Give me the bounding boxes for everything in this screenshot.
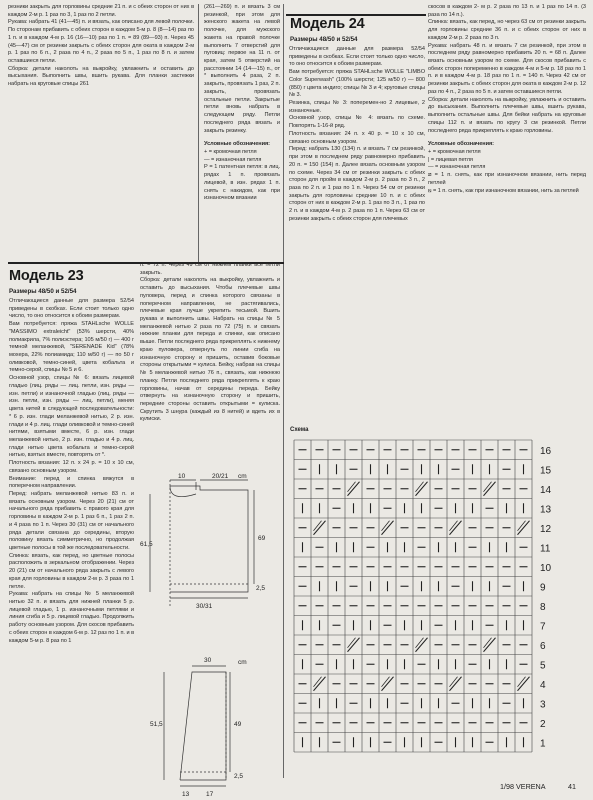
row-number: 9 — [540, 582, 546, 594]
row-number: 4 — [540, 679, 546, 691]
symbol-slip-line — [416, 638, 424, 648]
symbol-slip-line — [314, 521, 322, 531]
materials: Вам потребуется: пряжа STAHLsche WOLLE "MASSIMO extraleicht" (53% шерсти, 40% полиакрила, 7% полиэстера; 105 м/50 г) — 400 г темной меланжевой, "SERENADE Kid" (78% мохера, 22% полиамида; 110 м/50 г) — по 50 г оливковой, темно-синей, цвета кобальта и темно-серой, спицы № 5 и 6. — [9, 321, 134, 374]
column-1 — [8, 4, 194, 89]
dim-label: 30/31 — [196, 603, 213, 610]
symbol-slip-line — [348, 482, 356, 492]
column-2-top — [204, 4, 280, 203]
symbol-slip-line — [450, 677, 458, 687]
density: Плотность вязания: 12 п. х 24 р. = 10 х 10 см, связано основным узором. — [9, 460, 134, 474]
dim-label: 61,5 — [140, 541, 153, 548]
back: Спинка: вязать, как перед, но цветные полосы расположить в зеркальном отображении. Через 20 (21) см от начального ряда закрыть с левого края для горловины в каждом 2-м р. 3 раза по 1 петле. — [9, 552, 134, 590]
sleeves: Рукава: набрать на спицы № 5 меланжевой нитью 32 п. и вязать для нижней планки 5 р. лицевой гладью, 1 р. изнаночными петлями и линия сгиба и 5 р. лицевой гладью. Продолжить работу основным узором. Для скосов прибавить с обеих сторон в каждом 6-м р. 12 раз по 1 п. и в каждом 5-м р. 8 раз по 1 — [9, 591, 134, 644]
row-number: 8 — [540, 601, 546, 613]
row-number: 12 — [540, 523, 552, 535]
intro: Отличающиеся данные для размера 52/54 приведены в скобках. Если стоит только одно число, то оно относится к обоим размерам. — [289, 46, 425, 68]
symbol-slip-line — [484, 482, 492, 492]
sleeve-diagram — [150, 657, 290, 798]
materials: Вам потребуется: пряжа STAHLsche WOLLE "LIMBO Color Superwash" (100% шерсти; 125 м/50 г) — 800 (850) г цвета индиго; спицы № 3 и 4; круговые спицы № 3. — [289, 69, 425, 99]
outline — [180, 672, 226, 780]
paragraph: (261—269) п. и вязать 3 см резинкой, при этом для женского жакета на левой полочке, для мужского жакета на правой полочке выполнить 7 отверстий для пуговиц: первое на 11 п. от края, затем 5 отверстий на расстоянии 14 (14—15) п., от * выполнить 4 раза, 2 п. закрыть, провязать 1 раз, 2 п. закрыть, провязать остальные петли. Закрытые петли вновь набрать в следующем ряду. Петли последнего ряда вязать и закрыть резинку. — [204, 4, 280, 134]
attention: Внимание: перед и спинка вяжутся в поперечном направлении. — [9, 475, 134, 490]
paragraph: Сборка: детали наколоть на выкройку, увлажнить и оставить до высыхания. Чтобы плечевые швы пуловера, перед и спинка которого связаны в поперечном направлении, не растягивались, плечевые края лучше укрепить тесьмой. Вшить рукава и выполнить швы. Набрать на спицы № 5 меланжевой нитью 2 раза по 72 (75) п. и связать нижние планки для переда и спинки, как описано выше. Петли последнего ряда прикреплять к нижнему краю пуловера, отвернуть по линии сгиба на изнаночную сторону и пришить, оставив боковые стороны открытыми = кулиса. Бейку, набрав на спицы № 5 меланжевой нитью 76 п., связать, как нижнюю планку. Петли последнего ряда прикреплять к краю горловины, начав от середины переда. Бейку отвернуть на изнаночную сторону и пришить, передние стороны оставить открытыми = кулиска. Скрутить 3 шнура (каждый из 8 нитей) и вдеть их в кулиски. — [140, 277, 280, 423]
pattern: Основной узор, спицы № 4: вязать по схеме. Повторять 1-16-й ряд. — [289, 115, 425, 130]
dim-label: 17 — [206, 791, 214, 798]
legend-line: + = кромочная петля — [428, 148, 481, 155]
symbol-slip-line — [348, 638, 356, 648]
paragraph: Рукава: набрать 41 (41—45) п. и вязать, как описано для левой полочки. По сторонам прибавить с обеих сторон в каждом 5-м р. 8 (8—14) раз по 1 п. и в каждом 4-м р. 16 (16—10) раз по 1 п. = 89 (89—93) п. Через 45 (45—47) см от резинки закрыть с обеих сторон для оката в каждом 2-м р. 1 раз по 6 п., 2 раза по 4 п., 2 раза по 5 п., 1 раз по 8 п. и затем оставшиеся петли. — [8, 19, 194, 65]
front: Перед: набрать меланжевой нитью 83 п. и вязать основным узором. Через 20 (21) см от начального ряда прибавить с правого края для горловины в каждом 2-м р. 1 раз 6 п., 1 раз 2 п. и 4 раза по 1 п. Через 30 (31) см от начального ряда детали связана до середины, вторую половину вязать симметрично, но продолжая цветные полосы в той же последовательности. — [9, 490, 134, 551]
dim-label: 51,5 — [150, 721, 163, 728]
legend-line: — = изнаночная петля — [204, 156, 262, 163]
dim-label: 69 — [258, 535, 266, 542]
dim-label: 30 — [204, 657, 212, 664]
dim-label: 20/21 — [212, 473, 229, 480]
paragraph: п. = 72 п. Через 49 см от нижней планки все петли закрыть. — [140, 262, 280, 276]
density: Плотность вязания: 24 п. х 40 р. = 10 х 10 см, связано основным узором. — [289, 130, 425, 145]
column-divider — [198, 4, 199, 262]
dim-label: 10 — [178, 473, 186, 480]
scheme-title: Схема — [290, 427, 309, 433]
symbol-slip-line — [314, 677, 322, 687]
legend-line: ⧄ = 1 п. снять, как при изнаночном вязании, нить перед петлей — [428, 172, 586, 186]
row-number: 13 — [540, 504, 552, 516]
footer-magazine: 1/98 VERENA — [500, 782, 546, 791]
symbol-slip-line — [382, 677, 390, 687]
knitting-scheme — [290, 434, 590, 764]
model-23-sizes: Размеры 48/50 и 52/54 — [9, 288, 77, 295]
row-number: 11 — [540, 543, 551, 555]
dim-label: 49 — [234, 721, 242, 728]
row-number: 16 — [540, 445, 552, 457]
row-number: 10 — [540, 562, 552, 574]
dim-label: cm — [238, 473, 247, 480]
row-number: 3 — [540, 699, 546, 711]
dim-label: 2,5 — [234, 773, 244, 780]
symbol-slip-line — [416, 482, 424, 492]
dim-label: cm — [238, 659, 247, 666]
model-24-title: Модель 24 — [290, 16, 365, 32]
symbol-slip-line — [518, 677, 526, 687]
row-number: 14 — [540, 484, 552, 496]
paragraph: Рукава: набрать 48 п. и вязать 7 см резинкой, при этом в последнем ряду равномерно прибавить 20 п. = 68 п. Далее вязать основным узором по схеме. Для скосов прибавить с обеих сторон попеременно в каждом 4-м и 5-м р. 18 раз по 1 п. и в каждом 4-м р. 18 раз по 1 п. = 140 п. Через 42 см от резинки закрыть с обеих сторон для оката в каждом 2-м р. 12 раз по 4 п., 2 раза по 5 п. и затем оставшиеся петли. — [428, 42, 586, 95]
legend-line: Р = 1 патентная петля: в лиц. рядах 1 п. провязать лицевой, в изн. рядах 1 п. снять с накидом, как при изнаночном вязании — [204, 164, 280, 202]
paragraph: скосов в каждом 2- м р. 2 раза по 13 п. и 1 раз по 14 п. (3 раза по 14 п.). — [428, 4, 586, 18]
symbol-slip-line — [450, 521, 458, 531]
paragraph: Спинка: вязать, как перед, но через 63 см от резинки закрыть для горловины средние 36 п. и с обеих сторон от них в каждом 2-м р. 2 раза по 3 п. — [428, 19, 586, 41]
paragraph: Сборка: детали наколоть на выкройку, увлажнить и оставить до высыхания. Выполнить плечевые швы, вшить рукава, выполнить остальные швы. Для бейки набрать на круговые спицы 112 п. и вязать по кругу 3 см резинкой. Петли последнего ряда прикреплять к краю горловины. — [428, 96, 586, 134]
dim-label: 13 — [182, 791, 190, 798]
rib: Резинка, спицы № 3: поперемен-но 2 лицевые, 2 изнаночные. — [289, 100, 425, 114]
column-2-mid — [140, 262, 280, 424]
footer-page: 41 — [568, 782, 576, 791]
legend-line: ⧅ = 1 п. снять, как при изнаночном вязании, нить за петлей — [428, 187, 579, 194]
front-back-diagram — [140, 473, 280, 613]
column-4 — [428, 4, 586, 195]
row-number: 6 — [540, 640, 546, 652]
row-number: 15 — [540, 465, 552, 477]
legend-line: + = кромочная петля — [204, 148, 257, 155]
model-24-sizes: Размеры 48/50 и 52/54 — [290, 36, 358, 43]
legend-line: — = изнаночная петля — [428, 164, 486, 171]
symbol-slip-line — [484, 638, 492, 648]
model-24-text — [289, 46, 425, 224]
dim-label: 2,5 — [256, 585, 266, 592]
symbol-slip-line — [382, 521, 390, 531]
pattern: Основной узор, спицы № 6: вязать лицевой гладью (лиц. ряды — лиц. петли, изн. ряды — изн. петли) и изнаночной гладью (лиц. ряды — изн. петли, изн. ряды — лиц. петли), меняя цвета нитей в следующей последовательности: * 6 р. изн. глади меланжевой нитью, 2 р. изн. глади и 4 р. лиц. глади оливковой и темно-синей нитями, взятыми вместе, 6 р. изн. глади меланжевой нитью, 2 р. изн. гладью и 4 р. лиц. глади нитью цвета кобальта и темно-серой нитью, взятых вместе, повторять от *. — [9, 375, 134, 459]
neck-curve — [170, 486, 196, 497]
legend-title: Условные обозначения: — [428, 141, 494, 148]
paragraph: резники закрыть для горловины средние 21 п. и с обеих сторон от них в каждом 2-м р. 1 раз по 3, 1 раз по 2 петли. — [8, 4, 194, 18]
row-number: 2 — [540, 718, 546, 730]
row-number: 1 — [540, 738, 546, 750]
model-23-title: Модель 23 — [9, 268, 84, 284]
model-23-text — [9, 298, 134, 645]
outline — [170, 486, 248, 592]
legend-line: | = лицевая петля — [428, 156, 473, 163]
intro: Отличающиеся данные для размера 52/54 приведены в скобках. Если стоит только одно число, то оно относится к обоим размерам. — [9, 298, 134, 320]
front: Перед: набрать 130 (134) п. и вязать 7 см резинкой, при этом в последнем ряду равномерно прибавить 20 п. = 150 (154) п. Далее вязать основным узором по схеме. Через 34 см от резинки закрыть с обеих сторон для пройм в каждом 2-м р. 2 раза по 3 п., 2 раза по 2 п. и 1 раз по 1 п. Через 54 см от резинки закрыть для горловины средние 10 п. и с обеих сторон от них в каждом 2-м р. 1 раз по 3 п., 1 раз по 2 п. и в каждом 4-м р. 2 раза по 1 п. Через 63 см от резинки закрыть с обеих сторон для плечевых — [289, 146, 425, 222]
paragraph: Сборка: детали наколоть на выкройку, увлажнить и оставить до высыхания. Выполнить швы, вшить рукава. Для планки застежки набрать на круговые спицы 261 — [8, 65, 194, 88]
legend-title: Условные обозначения: — [204, 141, 270, 148]
row-number: 5 — [540, 660, 546, 672]
symbol-slip-line — [518, 521, 526, 531]
row-number: 7 — [540, 621, 546, 633]
